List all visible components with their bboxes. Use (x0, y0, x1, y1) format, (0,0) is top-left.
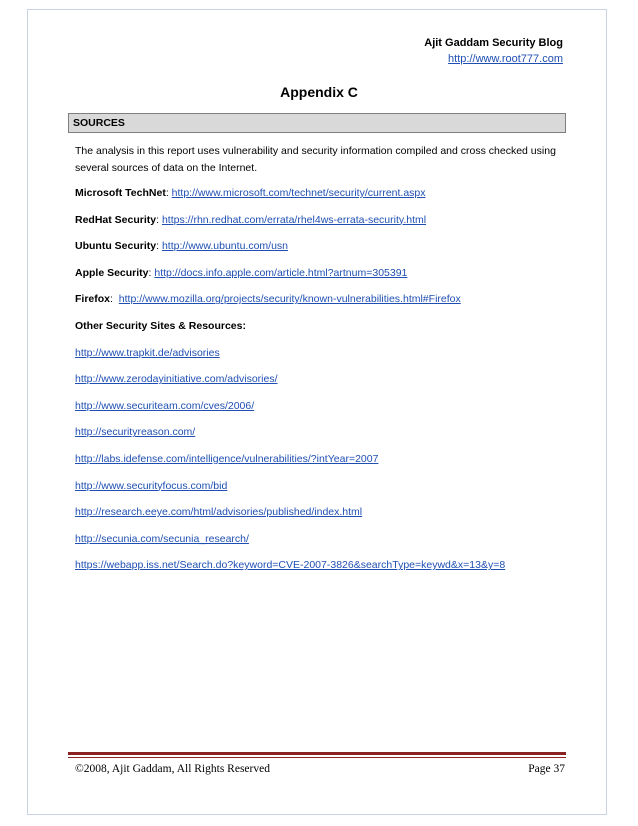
other-source-entry (75, 531, 565, 558)
other-source-link[interactable]: http://www.trapkit.de/advisories (75, 346, 220, 359)
footer-rule-thin (68, 757, 566, 758)
other-source-entry (75, 451, 565, 478)
source-label: Apple Security (75, 266, 149, 279)
sources-content (75, 143, 565, 584)
other-source-entry (75, 345, 565, 372)
other-source-entry (75, 371, 565, 398)
other-source-link[interactable]: http://securityreason.com/ (75, 426, 196, 439)
other-source-entry (75, 478, 565, 505)
other-source-link[interactable]: http://research.eeye.com/html/advisories/published/index.html (75, 506, 363, 519)
source-label: Ubuntu Security (75, 240, 157, 253)
source-label: Microsoft TechNet (75, 187, 166, 199)
header (424, 35, 563, 67)
blog-url-link[interactable]: http://www.root777.com (448, 53, 563, 65)
other-source-entry (75, 398, 565, 425)
source-entry-ubuntu: Ubuntu Security: http://www.ubuntu.com/usn (75, 240, 289, 253)
other-sources-heading-row (75, 318, 565, 345)
other-source-entry (75, 424, 565, 451)
blog-title: Ajit Gaddam Security Blog (424, 37, 563, 49)
footer-rule (68, 752, 566, 755)
other-source-entry (75, 504, 565, 531)
other-source-link[interactable]: http://www.securityfocus.com/bid (75, 479, 228, 492)
source-link[interactable]: http://www.mozilla.org/projects/security/known-vulnerabilities.html#Firefox (118, 293, 461, 306)
other-source-link[interactable]: http://www.zerodayinitiative.com/advisories/ (75, 373, 278, 386)
intro-paragraph: The analysis in this report uses vulnerability and security information compiled and cross checked using several sources of data on the Internet. (75, 145, 556, 174)
other-source-link[interactable]: http://labs.idefense.com/intelligence/vulnerabilities/?intYear=2007 (75, 452, 379, 465)
other-sources-heading: Other Security Sites & Resources: (75, 319, 246, 332)
source-link[interactable]: http://docs.info.apple.com/article.html?artnum=305391 (154, 266, 408, 279)
source-entry-firefox: Firefox: http://www.mozilla.org/projects/security/known-vulnerabilities.html#Firefox (75, 293, 461, 306)
sources-section-heading: SOURCES (68, 113, 566, 133)
source-entry-apple: Apple Security: http://docs.info.apple.com/article.html?artnum=305391 (75, 266, 408, 279)
source-entry-microsoft: Microsoft TechNet: http://www.microsoft.com/technet/security/current.aspx (75, 187, 426, 199)
other-source-entry (75, 557, 565, 584)
source-entry-redhat: RedHat Security: https://rhn.redhat.com/errata/rhel4ws-errata-security.html (75, 213, 427, 226)
page-number: Page 37 (528, 763, 565, 775)
copyright-text: ©2008, Ajit Gaddam, All Rights Reserved (75, 763, 270, 775)
other-source-link[interactable]: http://secunia.com/secunia_research/ (75, 532, 249, 545)
page-title: Appendix C (280, 84, 358, 100)
source-link[interactable]: https://rhn.redhat.com/errata/rhel4ws-errata-security.html (161, 213, 427, 226)
other-source-link[interactable]: https://webapp.iss.net/Search.do?keyword=CVE-2007-3826&searchType=keywd&x=13&y=8 (75, 559, 506, 572)
source-link[interactable]: http://www.ubuntu.com/usn (161, 240, 289, 253)
source-link[interactable]: http://www.microsoft.com/technet/security/current.aspx (171, 187, 426, 199)
source-label: RedHat Security (75, 213, 157, 226)
other-source-link[interactable]: http://www.securiteam.com/cves/2006/ (75, 399, 255, 412)
source-label: Firefox (75, 293, 111, 306)
